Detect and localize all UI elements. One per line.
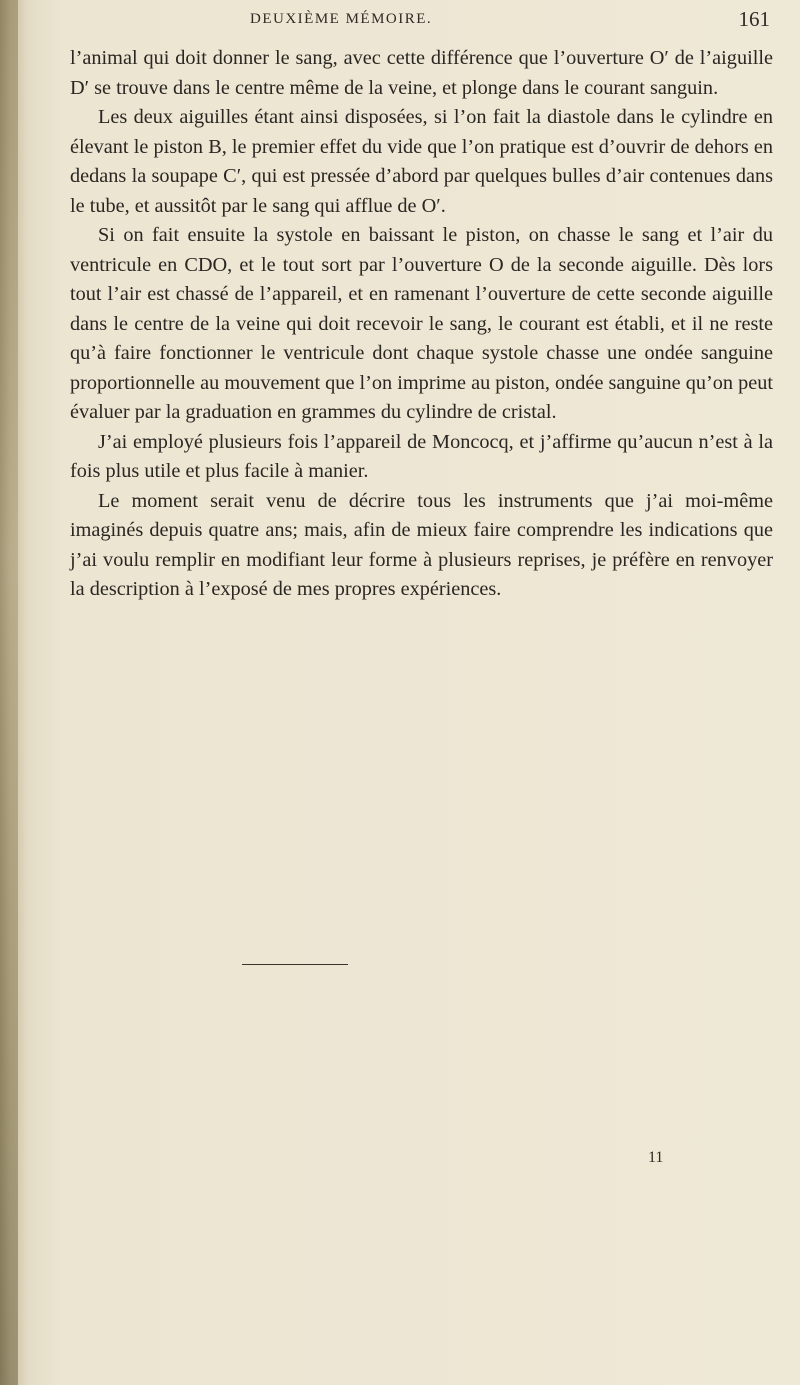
paragraph-continuation: l’animal qui doit donner le sang, avec cette différence que l’ouverture O′ de l’aiguille D′ se trouve dans le centre même de la veine, et plonge dans le courant sanguin. [70,47,773,99]
page-number: 161 [738,7,770,31]
signature-mark: 11 [648,1149,664,1166]
body-text [70,44,773,605]
paragraph: Le moment serait venu de décrire tous les instruments que j’ai moi-même imaginés depuis quatre ans; mais, afin de mieux faire comprendre les indications que j’ai voulu remplir en modifiant leur forme à plusieurs reprises, je préfère en renvoyer la description à l’exposé de mes propres expériences. [70,489,773,600]
running-head: DEUXIÈME MÉMOIRE. [250,11,433,27]
paragraph: Si on fait ensuite la systole en baissant le piston, on chasse le sang et l’air du ventricule en CDO, et le tout sort par l’ouverture O de la seconde aiguille. Dès lors tout l’air est chassé de l’appareil, et en ramenant l’ouverture de cette seconde aiguille dans le centre de la veine qui doit recevoir le sang, le courant est établi, et il ne reste qu’à faire fonctionner le ventricule dont chaque systole chasse une ondée sanguine proportionnelle au mouvement que l’on imprime au piston, ondée sanguine qu’on peut évaluer par la graduation en grammes du cylindre de cristal. [70,224,773,423]
binding-shadow [0,0,18,1385]
section-end-rule [242,964,348,965]
page-header [70,7,770,37]
paragraph: J’ai employé plusieurs fois l’appareil de Moncocq, et j’affirme qu’aucun n’est à la fois plus utile et plus facile à manier. [70,430,773,482]
paragraph: Les deux aiguilles étant ainsi disposées, si l’on fait la diastole dans le cylindre en élevant le piston B, le premier effet du vide que l’on pratique est d’ouvrir de dehors en dedans la soupape C′, qui est pressée d’abord par quelques bulles d’air contenues dans le tube, et aussitôt par le sang qui afflue de O′. [70,106,773,217]
